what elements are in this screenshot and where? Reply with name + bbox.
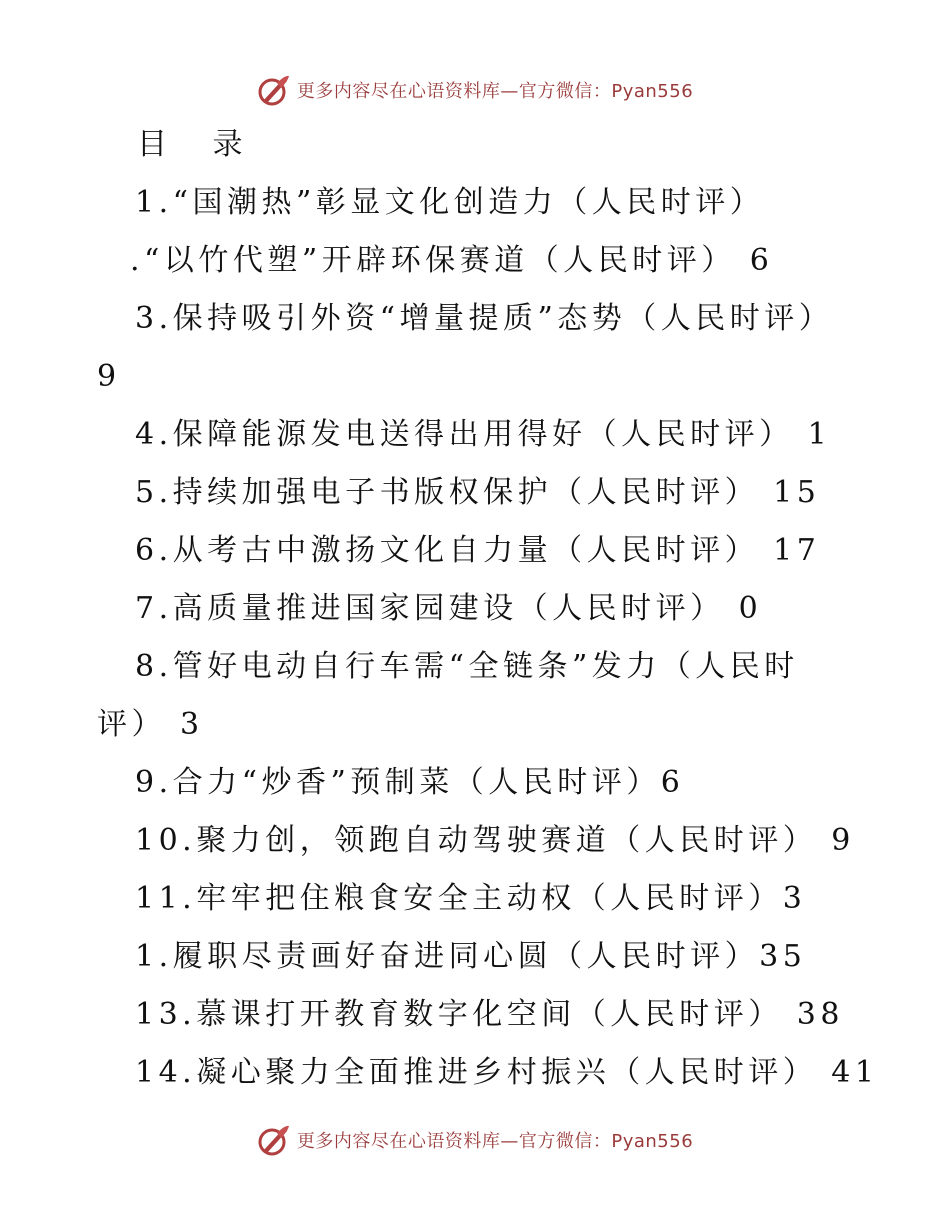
toc-entry[interactable]: 1.“国潮热”彰显文化创造力（人民时评）	[135, 185, 765, 220]
toc-entry[interactable]: .“以竹代塑”开辟环保赛道（人民时评） 6	[130, 243, 774, 278]
toc-entry-continuation[interactable]: 9	[97, 359, 121, 394]
toc-entry[interactable]: 4.保障能源发电送得出用得好（人民时评） 1	[135, 417, 832, 452]
watermark-text: 更多内容尽在心语资料库—官方微信：Pyan556	[296, 81, 694, 102]
toc-entry[interactable]: 6.从考古中激扬文化自力量（人民时评） 17	[135, 533, 821, 568]
toc-entry[interactable]: 8.管好电动自行车需“全链条”发力（人民时	[135, 649, 799, 684]
toc-entry[interactable]: 7.高质量推进国家园建设（人民时评） 0	[135, 591, 763, 626]
quill-logo-icon	[257, 1123, 291, 1157]
watermark-footer	[0, 1118, 950, 1162]
toc-entry[interactable]: 13.慕课打开教育数字化空间（人民时评） 38	[135, 997, 844, 1032]
toc-entry[interactable]: 14.凝心聚力全面推进乡村振兴（人民时评） 41	[135, 1055, 879, 1090]
quill-logo-icon	[257, 73, 291, 107]
toc-entry[interactable]: 11.牢牢把住粮食安全主动权（人民时评）3	[135, 881, 807, 916]
toc-entry[interactable]: 5.持续加强电子书版权保护（人民时评） 15	[135, 475, 821, 510]
toc-heading: 目 录	[137, 127, 261, 162]
toc-entry[interactable]: 10.聚力创，领跑自动驾驶赛道（人民时评） 9	[135, 823, 855, 858]
toc-entry[interactable]: 1.履职尽责画好奋进同心圆（人民时评）35	[135, 939, 807, 974]
toc-entry[interactable]: 3.保持吸引外资“增量提质”态势（人民时评）	[135, 301, 834, 336]
toc-entry[interactable]: 9.合力“炒香”预制菜（人民时评）6	[135, 765, 685, 800]
toc-entry-continuation[interactable]: 评） 3	[97, 707, 204, 742]
watermark-text: 更多内容尽在心语资料库—官方微信：Pyan556	[296, 1131, 694, 1152]
watermark-header	[0, 68, 950, 112]
